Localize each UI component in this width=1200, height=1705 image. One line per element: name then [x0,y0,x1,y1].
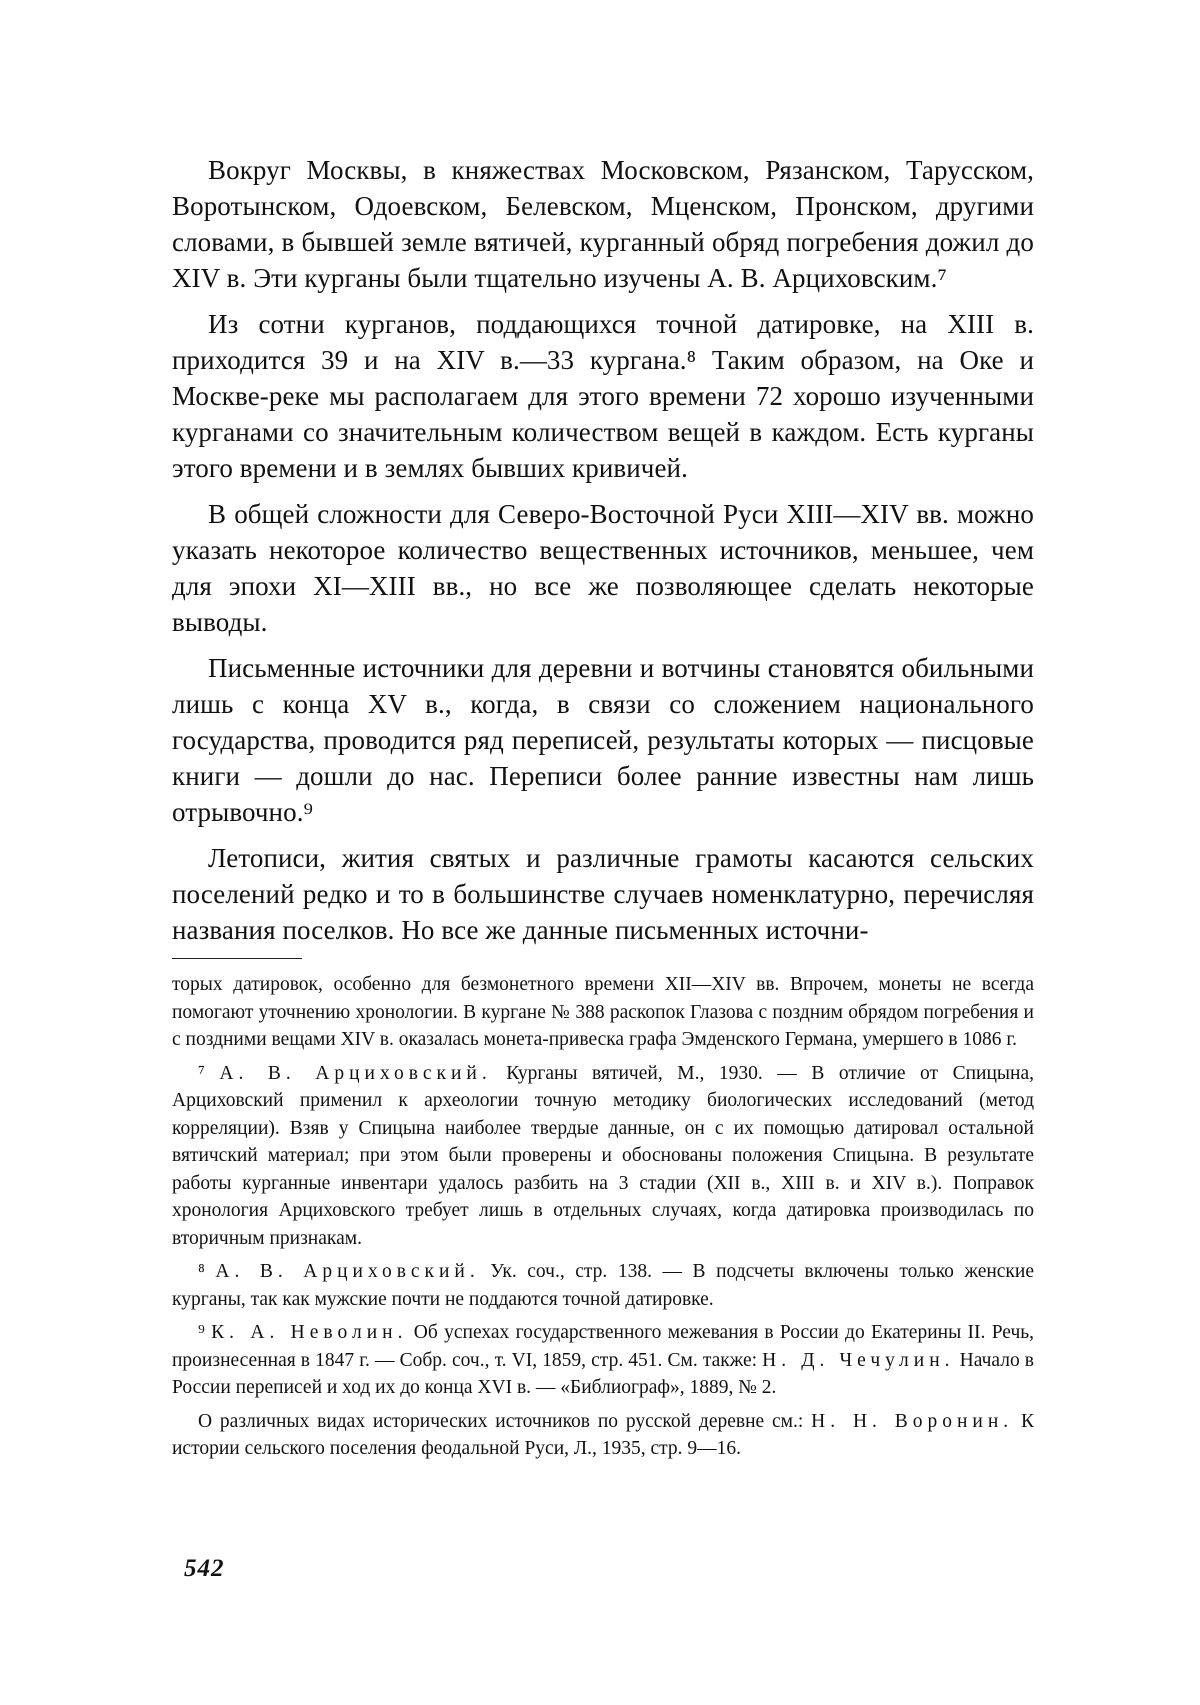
paragraph-5: Летописи, жития святых и различные грамоты касаются сельских поселений редко и то в большинстве случаев номенклатурно, перечисляя названия поселков. Но все же данные письменных источни- [172,843,1034,945]
page-number: 542 [184,1555,225,1582]
footnote-9-author: К. А. Неволин. [211,1322,408,1343]
footnote-extra [172,1408,1034,1463]
footnote-9-text-b: Начало в России переписей и ход их до конца XVI в. — «Библиограф», 1889, № 2. [172,1349,1035,1398]
footnote-7 [172,1060,1034,1253]
footnote-7-author: А. В. Арциховский. [219,1062,492,1084]
footnote-8-text: Ук. соч., стр. 138. — В подсчеты включены только женские курганы, так как мужские почти не поддаются точной датировке. [172,1261,1034,1310]
footnote-9-author-2: Н. Д. Чечулин. [762,1349,955,1371]
footnote-7-mark: ⁷ [198,1062,205,1084]
footnote-8 [172,1258,1034,1313]
footnote-8-author: А. В. Арциховский. [215,1261,480,1282]
footnote-divider [172,958,302,959]
paragraph-4: Письменные источники для деревни и вотчины становятся обильными лишь с конца XV в., когда, в связи со сложением национального государства, проводится ряд переписей, результаты которых — писцовые книги — дошли до нас. Переписи более ранние известны нам лишь отрывочно.⁹ [172,653,1034,827]
footnotes [172,971,1034,1463]
footnote-continued: торых датировок, особенно для безмонетного времени XII—XIV вв. Впрочем, монеты не всегда помогают уточнению хронологии. В кургане № 388 раскопок Глазова с поздним обрядом погребения и с поздними вещами XIV в. оказалась монета-привеска графа Эмденского Германа, умершего в 1086 г. [172,974,1034,1050]
page-body [172,152,1034,1469]
footnote-9-mark: ⁹ [198,1322,205,1343]
footnote-7-text: Курганы вятичей, М., 1930. — В отличие от Спицына, Арциховский применил к археологии точную методику биологических исследований (метод корреляции). Взяв у Спицына наиболее твердые данные, он с их помощью датировал остальной вятичский материал; при этом были проверены и обоснованы положения Спицына. В результате работы курганные инвентари удалось разбить на 3 стадии (XII в., XIII в. и XIV в.). Поправок хронология Арциховского требует лишь в отдельных случаях, когда датировка производилась по вторичным признакам. [172,1062,1034,1249]
footnote-extra-text-b: К истории сельского поселения феодальной Руси, Л., 1935, стр. 9—16. [172,1410,1035,1459]
paragraph-2: Из сотни курганов, поддающихся точной датировке, на XIII в. приходится 39 и на XIV в.—33 кургана.⁸ Таким образом, на Оке и Москве-реке мы располагаем для этого времени 72 хорошо изученными курганами со значительным количеством вещей в каждом. Есть курганы этого времени и в землях бывших кривичей. [172,309,1034,483]
footnote-extra-author: Н. Н. Воронин. [811,1410,1014,1432]
paragraph-3: В общей сложности для Северо-Восточной Руси XIII—XIV вв. можно указать некоторое количество вещественных источников, меньшее, чем для эпохи XI—XIII вв., но все же позволяющее сделать некоторые выводы. [172,499,1034,637]
footnote-9 [172,1319,1034,1402]
footnote-extra-text-a: О различных видах исторических источников по русской деревне см.: [198,1410,804,1432]
paragraph-1: Вокруг Москвы, в княжествах Московском, Рязанском, Тарусском, Воротынском, Одоевском, Белевском, Мценском, Пронском, другими словами, в бывшей земле вятичей, курганный обряд погребения дожил до XIV в. Эти курганы были тщательно изучены А. В. Арциховским.⁷ [172,155,1034,293]
footnote-9-text-a: Об успехах государственного межевания в России до Екатерины II. Речь, произнесенная в 1847 г. — Собр. соч., т. VI, 1859, стр. 451. См. также: [172,1322,1035,1371]
footnote-8-mark: ⁸ [198,1261,205,1282]
